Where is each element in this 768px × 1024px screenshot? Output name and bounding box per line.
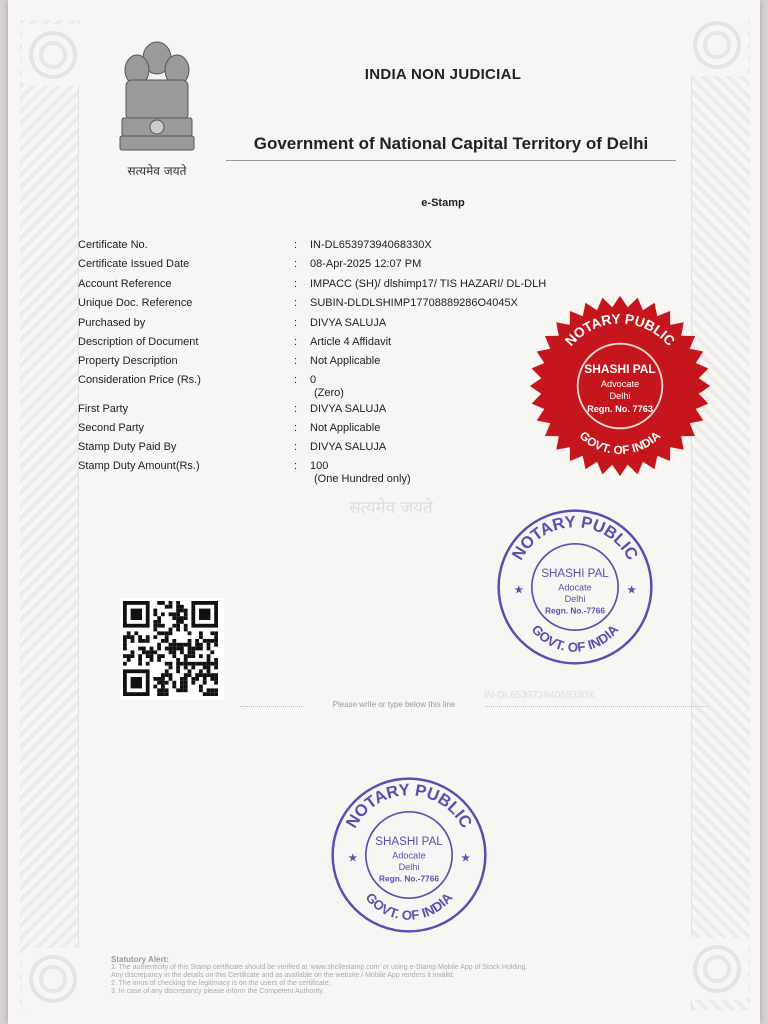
field-value: 100 xyxy=(310,460,329,472)
emblem-motto: सत्यमेव जयते xyxy=(127,164,187,178)
field-colon: : xyxy=(294,441,298,453)
write-below-line-text: Please write or type below this line xyxy=(304,700,484,709)
blue-seal-bottom-text: GOVT. OF INDIA xyxy=(362,889,456,923)
field-value: IN-DL65397394068330X xyxy=(310,239,432,251)
blue-seal-top-text: NOTARY PUBLIC xyxy=(507,512,643,564)
right-guilloche-border xyxy=(691,20,750,1010)
svg-text:GOVT. OF INDIA xyxy=(529,622,622,655)
government-title: Government of National Capital Territory of Delhi xyxy=(226,134,676,161)
field-label: Unique Doc. Reference xyxy=(78,297,193,309)
left-guilloche-border xyxy=(20,20,79,1010)
field-colon: : xyxy=(294,422,298,434)
field-value-words: (Zero) xyxy=(314,387,344,399)
watermark-motto: सत्यमेव जयते xyxy=(349,498,433,518)
field-colon: : xyxy=(294,297,298,309)
field-colon: : xyxy=(294,355,298,367)
red-seal-name: SHASHI PAL xyxy=(584,362,656,377)
section-heading: e-Stamp xyxy=(421,197,465,209)
blue-seal-regn: Regn. No.-7766 xyxy=(379,873,439,884)
field-value: Not Applicable xyxy=(310,355,381,367)
alert-line: 2. The onus of checking the legitimacy is on the users of the certificate. xyxy=(111,980,331,987)
field-value-words: (One Hundred only) xyxy=(314,473,411,485)
field-label: Certificate No. xyxy=(78,239,148,251)
corner-rosette xyxy=(686,14,748,76)
field-label: First Party xyxy=(78,403,129,415)
blue-seal-role: Adocate xyxy=(558,582,592,593)
corner-rosette xyxy=(22,948,84,1010)
statutory-alert xyxy=(111,956,671,996)
page-title: INDIA NON JUDICIAL xyxy=(364,66,522,83)
field-label: Second Party xyxy=(78,422,145,434)
qr-code xyxy=(120,598,224,700)
blue-notary-seal xyxy=(492,504,658,670)
field-colon: : xyxy=(294,258,298,270)
star-icon: ★ xyxy=(460,851,471,865)
field-colon: : xyxy=(294,336,298,348)
field-value: Article 4 Affidavit xyxy=(310,336,392,348)
corner-rosette xyxy=(686,938,748,1000)
field-colon: : xyxy=(294,374,298,386)
alert-heading: Statutory Alert: xyxy=(111,955,169,964)
field-colon: : xyxy=(294,403,298,415)
blue-seal-top-text: NOTARY PUBLIC xyxy=(341,780,477,832)
field-row xyxy=(78,258,678,276)
field-value: Not Applicable xyxy=(310,422,381,434)
blue-seal-bottom-text: GOVT. OF INDIA xyxy=(528,621,622,655)
faint-certificate-number: IN-DL65397394068330X xyxy=(484,690,595,701)
corner-rosette xyxy=(22,24,84,86)
national-emblem-icon xyxy=(112,28,202,178)
blue-seal-city: Delhi xyxy=(564,593,586,604)
blue-seal-name: SHASHI PAL xyxy=(375,835,443,849)
qr-code-icon xyxy=(123,601,221,697)
field-value: IMPACC (SH)/ dlshimp17/ TIS HAZARI/ DL-DLH xyxy=(310,278,547,290)
blue-seal-regn: Regn. No.-7766 xyxy=(545,605,605,616)
blue-seal-role: Adocate xyxy=(392,850,426,861)
star-icon: ★ xyxy=(513,583,525,597)
field-value: DIVYA SALUJA xyxy=(310,317,387,329)
field-label: Property Description xyxy=(78,355,178,367)
svg-text:NOTARY PUBLIC xyxy=(342,780,476,831)
field-colon: : xyxy=(294,278,298,290)
red-notary-seal xyxy=(528,294,712,478)
field-value: 0 xyxy=(310,374,317,386)
field-colon: : xyxy=(294,239,298,251)
stamp-paper xyxy=(8,0,760,1024)
star-icon: ★ xyxy=(347,851,359,865)
red-seal-bottom-text: GOVT. OF INDIA xyxy=(576,428,664,458)
field-label: Consideration Price (Rs.) xyxy=(78,374,201,386)
red-seal-city: Delhi xyxy=(609,390,631,401)
alert-line: 1. The authenticity of this Stamp certificate should be verified at 'www.shcilestamp.com' or using e-Stamp Mobile App of Stock Holding. xyxy=(111,964,528,971)
red-seal-role: Advocate xyxy=(600,378,640,389)
blue-seal-city: Delhi xyxy=(398,861,420,872)
blue-notary-seal xyxy=(326,772,492,938)
blue-seal-name: SHASHI PAL xyxy=(541,567,609,581)
red-seal-top-text: NOTARY PUBLIC xyxy=(562,311,678,349)
svg-text:NOTARY PUBLIC xyxy=(508,512,642,563)
field-value: SUBIN-DLDLSHIMP17708889286O4045X xyxy=(310,297,518,309)
field-label: Account Reference xyxy=(78,278,172,290)
field-colon: : xyxy=(294,317,298,329)
field-label: Purchased by xyxy=(78,317,146,329)
svg-text:GOVT. OF INDIA xyxy=(363,890,456,923)
alert-line: Any discrepancy in the details on this Certificate and as available on the website / Mobile App renders it invalid. xyxy=(111,972,455,979)
alert-line: 3. In case of any discrepancy please inform the Competent Authority. xyxy=(111,988,325,995)
field-value: DIVYA SALUJA xyxy=(310,441,387,453)
field-value: DIVYA SALUJA xyxy=(310,403,387,415)
field-label: Certificate Issued Date xyxy=(78,258,190,270)
field-row xyxy=(78,239,678,257)
field-label: Stamp Duty Amount(Rs.) xyxy=(78,460,200,472)
field-label: Stamp Duty Paid By xyxy=(78,441,177,453)
field-value: 08-Apr-2025 12:07 PM xyxy=(310,258,422,270)
field-colon: : xyxy=(294,460,298,472)
field-label: Description of Document xyxy=(78,336,199,348)
star-icon: ★ xyxy=(626,583,637,597)
red-seal-regn: Regn. No. 7763 xyxy=(587,403,653,414)
